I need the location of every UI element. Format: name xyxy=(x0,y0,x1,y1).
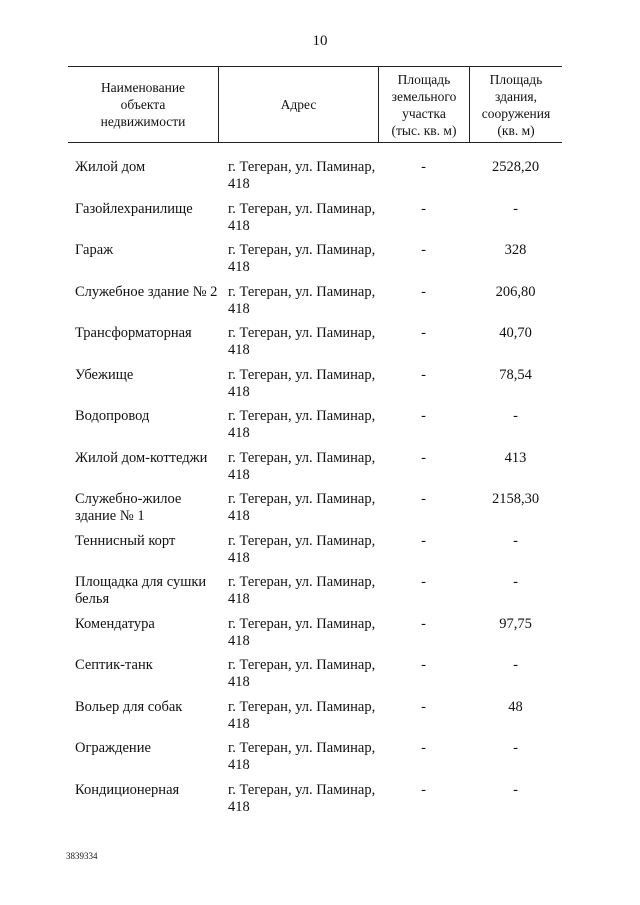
row-name: Водопровод xyxy=(75,408,150,424)
row-address: г. Тегеран, ул. Паминар, 418 xyxy=(228,325,376,358)
row-address: г. Тегеран, ул. Паминар, 418 xyxy=(228,574,376,607)
row-name: Теннисный корт xyxy=(75,532,176,549)
row-address: г. Тегеран, ул. Паминар, 418 xyxy=(228,657,376,690)
row-address: г. Тегеран, ул. Паминар, 418 xyxy=(228,283,376,317)
row-land-area: - xyxy=(421,740,426,756)
row-building-area: 97,75 xyxy=(499,615,532,632)
row-building-area: - xyxy=(513,532,518,549)
row-address: г. Тегеран, ул. Паминар, 418 xyxy=(228,781,376,815)
row-address: г. Тегеран, ул. Паминар, 418 xyxy=(228,200,376,234)
row-building-area: 2528,20 xyxy=(491,159,540,175)
row-name: Убежище xyxy=(75,366,134,383)
table-row xyxy=(68,242,562,284)
row-building-area: 328 xyxy=(504,242,527,258)
row-land-area: - xyxy=(421,698,426,715)
table-row xyxy=(68,740,562,782)
row-land-area: - xyxy=(421,200,426,217)
row-name: Служебно-жилое здание № 1 xyxy=(75,491,182,524)
row-name: Трансформаторная xyxy=(75,325,192,341)
row-building-area: - xyxy=(513,657,518,673)
header-building-area: Площадь здания, сооружения (кв. м) xyxy=(469,67,562,142)
row-name: Площадка для сушки белья xyxy=(75,574,207,607)
table-row xyxy=(68,657,562,699)
row-address: г. Тегеран, ул. Паминар, 418 xyxy=(228,698,376,732)
table-row xyxy=(68,574,562,616)
table-row xyxy=(68,159,562,201)
row-land-area: - xyxy=(421,657,426,673)
document-code: 3839334 xyxy=(66,851,98,861)
row-building-area: - xyxy=(513,408,518,424)
row-name: Вольер для собак xyxy=(75,698,183,715)
row-address: г. Тегеран, ул. Паминар, 418 xyxy=(228,491,376,524)
table-body xyxy=(68,159,562,823)
row-land-area: - xyxy=(421,491,426,507)
table-row xyxy=(68,450,562,492)
row-land-area: - xyxy=(421,574,426,590)
table-row xyxy=(68,408,562,450)
row-land-area: - xyxy=(421,615,426,632)
row-land-area: - xyxy=(421,325,426,341)
row-name: Септик-танк xyxy=(75,657,153,673)
row-building-area: 413 xyxy=(504,449,527,466)
table-row xyxy=(68,367,562,409)
header-name: Наименование объекта недвижимости xyxy=(100,80,186,129)
table-row xyxy=(68,491,562,533)
row-name: Газойлехранилище xyxy=(75,200,193,217)
row-address: г. Тегеран, ул. Паминар, 418 xyxy=(228,532,376,566)
table-row xyxy=(68,616,562,658)
row-land-area: - xyxy=(421,366,426,383)
row-address: г. Тегеран, ул. Паминар, 418 xyxy=(228,408,376,441)
table-header xyxy=(68,66,562,143)
row-address: г. Тегеран, ул. Паминар, 418 xyxy=(228,740,376,773)
row-building-area: 78,54 xyxy=(499,366,532,383)
row-land-area: - xyxy=(421,781,426,798)
row-land-area: - xyxy=(421,532,426,549)
row-land-area: - xyxy=(421,408,426,424)
row-building-area: - xyxy=(513,740,518,756)
row-building-area: - xyxy=(513,200,518,217)
row-name: Жилой дом-коттеджи xyxy=(75,449,208,466)
row-name: Кондиционерная xyxy=(75,781,180,798)
table-row xyxy=(68,533,562,575)
row-building-area: 48 xyxy=(508,698,523,715)
row-address: г. Тегеран, ул. Паминар, 418 xyxy=(228,366,376,400)
row-land-area: - xyxy=(421,283,426,300)
row-name: Гараж xyxy=(75,242,114,258)
row-building-area: - xyxy=(513,574,518,590)
table-row xyxy=(68,699,562,741)
row-address: г. Тегеран, ул. Паминар, 418 xyxy=(228,159,376,192)
page-number: 10 xyxy=(312,33,328,49)
table-row xyxy=(68,325,562,367)
row-building-area: - xyxy=(513,781,518,798)
row-land-area: - xyxy=(421,242,426,258)
row-land-area: - xyxy=(421,449,426,466)
header-land-area: Площадь земельного участка (тыс. кв. м) xyxy=(378,67,469,142)
row-address: г. Тегеран, ул. Паминар, 418 xyxy=(228,242,376,275)
row-address: г. Тегеран, ул. Паминар, 418 xyxy=(228,615,376,649)
row-land-area: - xyxy=(421,159,426,175)
row-name: Жилой дом xyxy=(75,159,146,175)
table-row xyxy=(68,284,562,326)
row-name: Служебное здание № 2 xyxy=(75,283,218,300)
row-building-area: 2158,30 xyxy=(491,491,540,507)
table-row xyxy=(68,201,562,243)
row-name: Комендатура xyxy=(75,615,155,632)
header-address: Адрес xyxy=(218,67,378,142)
row-building-area: 40,70 xyxy=(499,325,532,341)
row-address: г. Тегеран, ул. Паминар, 418 xyxy=(228,449,376,483)
table-row xyxy=(68,782,562,824)
row-name: Ограждение xyxy=(75,740,151,756)
row-building-area: 206,80 xyxy=(495,283,536,300)
property-table xyxy=(68,66,562,823)
